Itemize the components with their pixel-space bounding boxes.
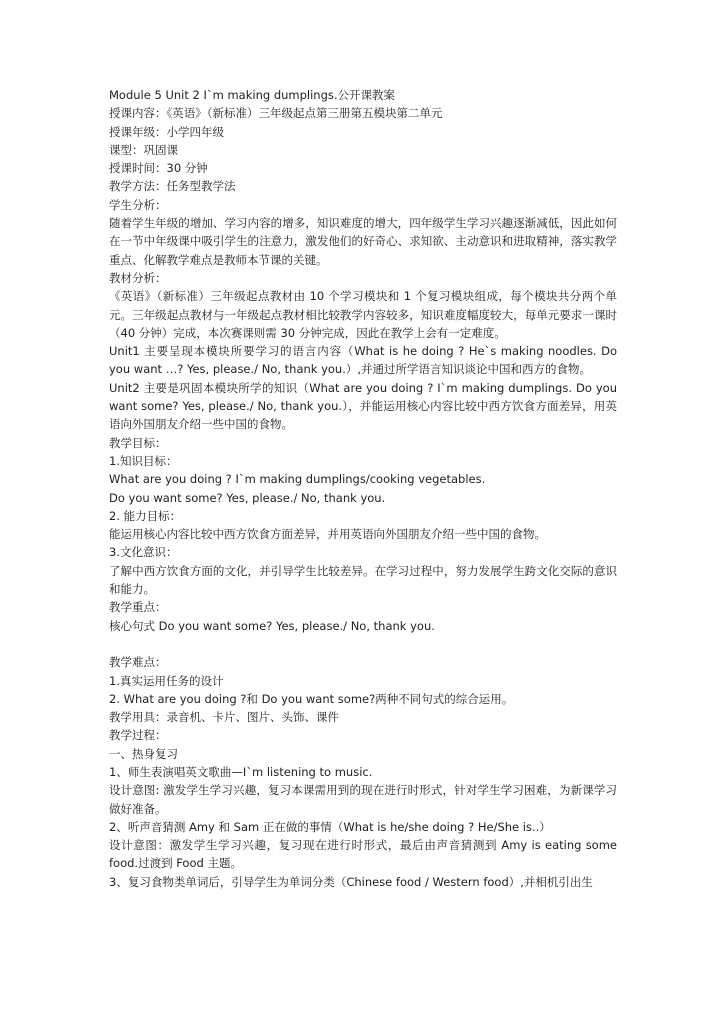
knowledge-item-2: Do you want some? Yes, please./ No, thank you. xyxy=(109,490,386,505)
process-step-1: 1、师生表演唱英文歌曲—I`m listening to music. xyxy=(109,764,373,779)
knowledge-item-1: What are you doing ? I`m making dumplings/cooking vegetables. xyxy=(109,472,486,487)
culture-heading: 3.文化意识： xyxy=(109,545,178,560)
process-step-3: 3、复习食物类单词后，引导学生为单词分类（Chinese food / Western food）,并相机引出生 xyxy=(109,874,593,889)
process-section-1: 一、热身复习 xyxy=(109,746,178,761)
key-points-heading: 教学重点： xyxy=(109,600,167,615)
material-analysis-p1: 《英语》（新标准）三年级起点教材由 10 个学习模块和 1 个复习模块组成，每个模块共分两个单元。三年级起点教材与一年级起点教材相比较教学内容较多，知识难度幅度较大，每单元要求一课时（40 分钟）完成，本次赛课则需 30 分钟完成，因此在教学上会有一定难度。 xyxy=(109,289,617,340)
key-points-body: 核心句式 Do you want some? Yes, please./ No, thank you. xyxy=(109,618,435,633)
difficulty-item-2: 2. What are you doing ?和 Do you want some?两种不同句式的综合运用。 xyxy=(109,691,514,706)
process-intent-1: 设计意图: 激发学生学习兴趣，复习本课需用到的现在进行时形式，针对学生学习困难，为新课学习做好准备。 xyxy=(109,783,617,816)
objectives-heading: 教学目标： xyxy=(109,435,167,450)
meta-time: 授课时间：30 分钟 xyxy=(109,161,208,176)
difficulty-item-1: 1.真实运用任务的设计 xyxy=(109,673,224,688)
material-analysis-p2: Unit1 主要呈现本模块所要学习的语言内容（What is he doing ? He`s making noodles. Do you want …? Yes, please./ No, thank you.）,并通过所学语言知识谈论中国和西方的食物。 xyxy=(109,344,617,377)
meta-content: 授课内容：《英语》（新标准）三年级起点第三册第五模块第二单元 xyxy=(109,106,443,121)
knowledge-heading: 1.知识目标： xyxy=(109,453,178,468)
blank-line xyxy=(109,635,617,653)
material-analysis-heading: 教材分析： xyxy=(109,270,167,285)
teaching-tools: 教学用具：录音机、卡片、图片、头饰、课件 xyxy=(109,710,339,725)
process-step-2: 2、听声音猜测 Amy 和 Sam 正在做的事情（What is he/she doing ? He/She is..） xyxy=(109,819,551,834)
meta-method: 教学方法：任务型教学法 xyxy=(109,179,236,194)
process-heading: 教学过程： xyxy=(109,728,167,743)
culture-body: 了解中西方饮食方面的文化，并引导学生比较差异。在学习过程中，努力发展学生跨文化交际的意识和能力。 xyxy=(109,563,617,597)
meta-type: 课型：巩固课 xyxy=(109,142,178,157)
student-analysis-heading: 学生分析： xyxy=(109,197,167,212)
doc-title: Module 5 Unit 2 I`m making dumplings.公开课教案 xyxy=(109,88,396,102)
student-analysis-body: 随着学生年级的增加、学习内容的增多，知识难度的增大，四年级学生学习兴趣逐渐减低，因此如何在一节中年级课中吸引学生的注意力，激发他们的好奇心、求知欲、主动意识和进取精神，落实教学重点、化解教学难点是教师本节课的关键。 xyxy=(109,216,617,267)
ability-heading: 2. 能力目标： xyxy=(109,508,182,523)
difficulties-heading: 教学难点： xyxy=(109,655,167,670)
ability-body: 能运用核心内容比较中西方饮食方面差异，并用英语向外国朋友介绍一些中国的食物。 xyxy=(109,527,546,542)
lesson-plan xyxy=(109,86,617,891)
meta-grade: 授课年级：小学四年级 xyxy=(109,124,224,139)
process-intent-2: 设计意图：激发学生学习兴趣，复习现在进行时形式，最后由声音猜测到 Amy is eating some food.过渡到 Food 主题。 xyxy=(109,838,617,871)
material-analysis-p3: Unit2 主要是巩固本模块所学的知识（What are you doing ? I`m making dumplings. Do you want some? Yes, please./ No, thank you.），并能运用核心内容比较中西方饮食方面差异，用英语向外国朋友介绍一些中国的食物。 xyxy=(109,380,617,432)
